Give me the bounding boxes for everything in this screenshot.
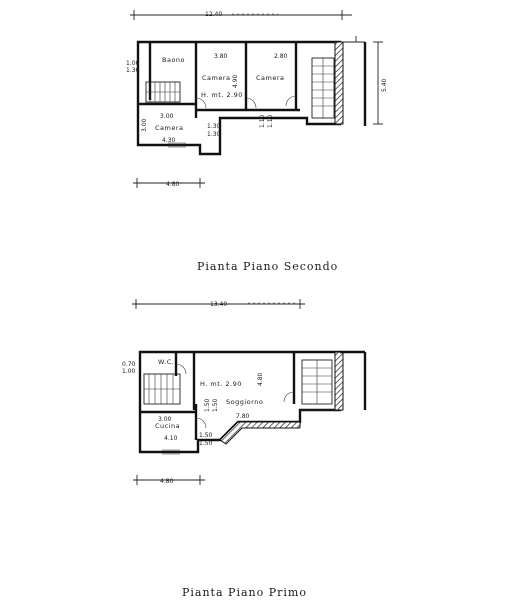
dim-first-k3: 1.50 bbox=[199, 432, 213, 439]
stair-right-second bbox=[312, 58, 334, 118]
room-label-camera-2: Camera bbox=[256, 74, 285, 82]
dim-top-label: 12.40 bbox=[205, 11, 223, 18]
dim-c1: 3.00 bbox=[160, 113, 174, 120]
dim-first-s1: 1.50 bbox=[204, 398, 211, 412]
stair-left-first bbox=[144, 374, 180, 404]
room-label-camera-3: Camera bbox=[155, 124, 184, 132]
dim-first-k4: 1.50 bbox=[199, 440, 213, 447]
height-note-second: H. mt. 2.90 bbox=[201, 91, 243, 99]
stair-right-first bbox=[302, 360, 332, 404]
dim-w2: 2.80 bbox=[274, 53, 288, 60]
dimension-line-bottom-second bbox=[133, 178, 205, 188]
dim-s2: 1.30 bbox=[207, 131, 221, 138]
room-label-cucina: Cucina bbox=[155, 422, 181, 430]
title-first-floor: Pianta Piano Primo bbox=[182, 586, 307, 599]
dim-bottom-second: 4.80 bbox=[166, 181, 180, 188]
dim-left-a: 1.00 bbox=[126, 60, 140, 67]
room-label-camera-1: Camera bbox=[202, 74, 231, 82]
dim-w1: 3.80 bbox=[214, 53, 228, 60]
dimension-line-right bbox=[373, 42, 388, 124]
title-second-floor: Pianta Piano Secondo bbox=[197, 260, 339, 273]
dimension-line-top-first bbox=[132, 299, 305, 309]
dim-first-s2: 1.50 bbox=[212, 398, 219, 412]
dim-right-label: 5.40 bbox=[381, 78, 388, 92]
dim-bottom-first: 4.80 bbox=[160, 478, 174, 485]
dim-first-k2: 4.10 bbox=[164, 435, 178, 442]
dim-s1: 1.30 bbox=[207, 123, 221, 130]
dim-first-k1: 3.00 bbox=[158, 416, 172, 423]
dim-c2: 4.30 bbox=[162, 137, 176, 144]
dim-first-left-a: 0.70 bbox=[122, 361, 136, 368]
dimension-line-top bbox=[130, 10, 352, 20]
height-note-first: H. mt. 2.90 bbox=[200, 380, 242, 388]
room-label-soggiorno: Soggiorno bbox=[226, 398, 264, 406]
second-floor-plan bbox=[126, 10, 388, 273]
dimension-line-bottom-first bbox=[133, 475, 205, 485]
dim-v1: 4.90 bbox=[232, 74, 239, 88]
dim-s3: 1.10 bbox=[259, 114, 266, 128]
dim-s4: 1.10 bbox=[267, 114, 274, 128]
dim-first-d1: 4.80 bbox=[257, 372, 264, 386]
dim-first-d2: 7.80 bbox=[236, 413, 250, 420]
dim-left-b: 1.30 bbox=[126, 67, 140, 74]
first-floor-plan bbox=[122, 299, 365, 599]
bay-window-hatch bbox=[220, 422, 300, 444]
room-label-wc: W.C. bbox=[158, 358, 175, 366]
dim-first-left-b: 1.00 bbox=[122, 368, 136, 375]
dim-top-first: 13.40 bbox=[210, 301, 228, 308]
room-label-bagno: Baono bbox=[162, 56, 186, 64]
dim-left-c: 3.00 bbox=[141, 118, 148, 132]
